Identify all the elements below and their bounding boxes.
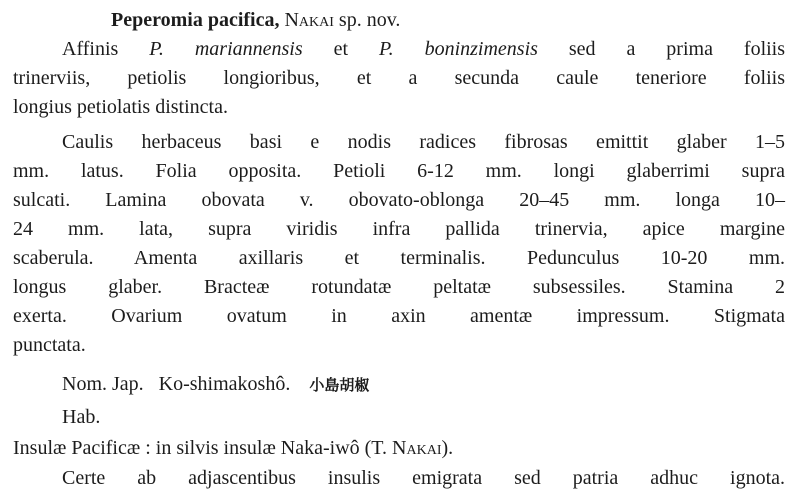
- affinis-conj: et: [333, 38, 349, 60]
- description-line-4: 24 mm. lata, supra viridis infra pallida trinervia, apice margine: [13, 218, 785, 240]
- description-line-8: punctata.: [13, 334, 86, 356]
- affinis-word: Affinis: [62, 38, 119, 60]
- closing-note: Certe ab adjascentibus insulis emigrata sed patria adhuc ignota.: [62, 467, 785, 489]
- habitat-close: ).: [441, 437, 454, 459]
- nom-jap-romaji: Ko-shimakoshô.: [158, 373, 291, 395]
- description-line-3: sulcati. Lamina obovata v. obovato-oblonga 20–45 mm. longa 10–: [13, 189, 785, 211]
- species-status: sp. nov.: [338, 9, 401, 31]
- habitat-label: Hab.: [62, 406, 101, 428]
- description-line-7: exerta. Ovarium ovatum in axin amentæ impressum. Stigmata: [13, 305, 785, 327]
- description-line-6: longus glaber. Bracteæ rotundatæ peltatæ subsessiles. Stamina 2: [13, 276, 785, 298]
- description-line-1: Caulis herbaceus basi e nodis radices fibrosas emittit glaber 1–5: [62, 131, 785, 153]
- nomenclature-line: [62, 370, 785, 400]
- species-author: Nakai: [284, 9, 334, 31]
- taxon-mariannensis: P. mariannensis: [149, 38, 303, 60]
- habitat-collector: Nakai: [392, 437, 442, 459]
- affinis-line-3: longius petiolatis distincta.: [13, 96, 228, 118]
- taxon-boninzimensis: P. boninzimensis: [378, 38, 538, 60]
- description-line-5: scaberula. Amenta axillaris et terminalis. Pedunculus 10-20 mm.: [13, 247, 785, 269]
- affinis-line-1: [62, 35, 785, 64]
- species-heading: [111, 6, 400, 35]
- description-line-2: mm. latus. Folia opposita. Petioli 6-12 mm. longi glaberrimi supra: [13, 160, 785, 182]
- nom-jap-kanji: 小島胡椒: [309, 376, 370, 394]
- affinis-line-2: trinerviis, petiolis longioribus, et a secunda caule teneriore foliis: [13, 67, 785, 89]
- nom-jap-label: Nom. Jap.: [62, 373, 144, 395]
- species-name: Peperomia pacifica,: [111, 9, 280, 31]
- affinis-tail: sed a prima foliis: [568, 38, 786, 60]
- habitat-line: [13, 434, 785, 463]
- habitat-text: Insulæ Pacificæ : in silvis insulæ Naka-iwô (T.: [13, 437, 388, 459]
